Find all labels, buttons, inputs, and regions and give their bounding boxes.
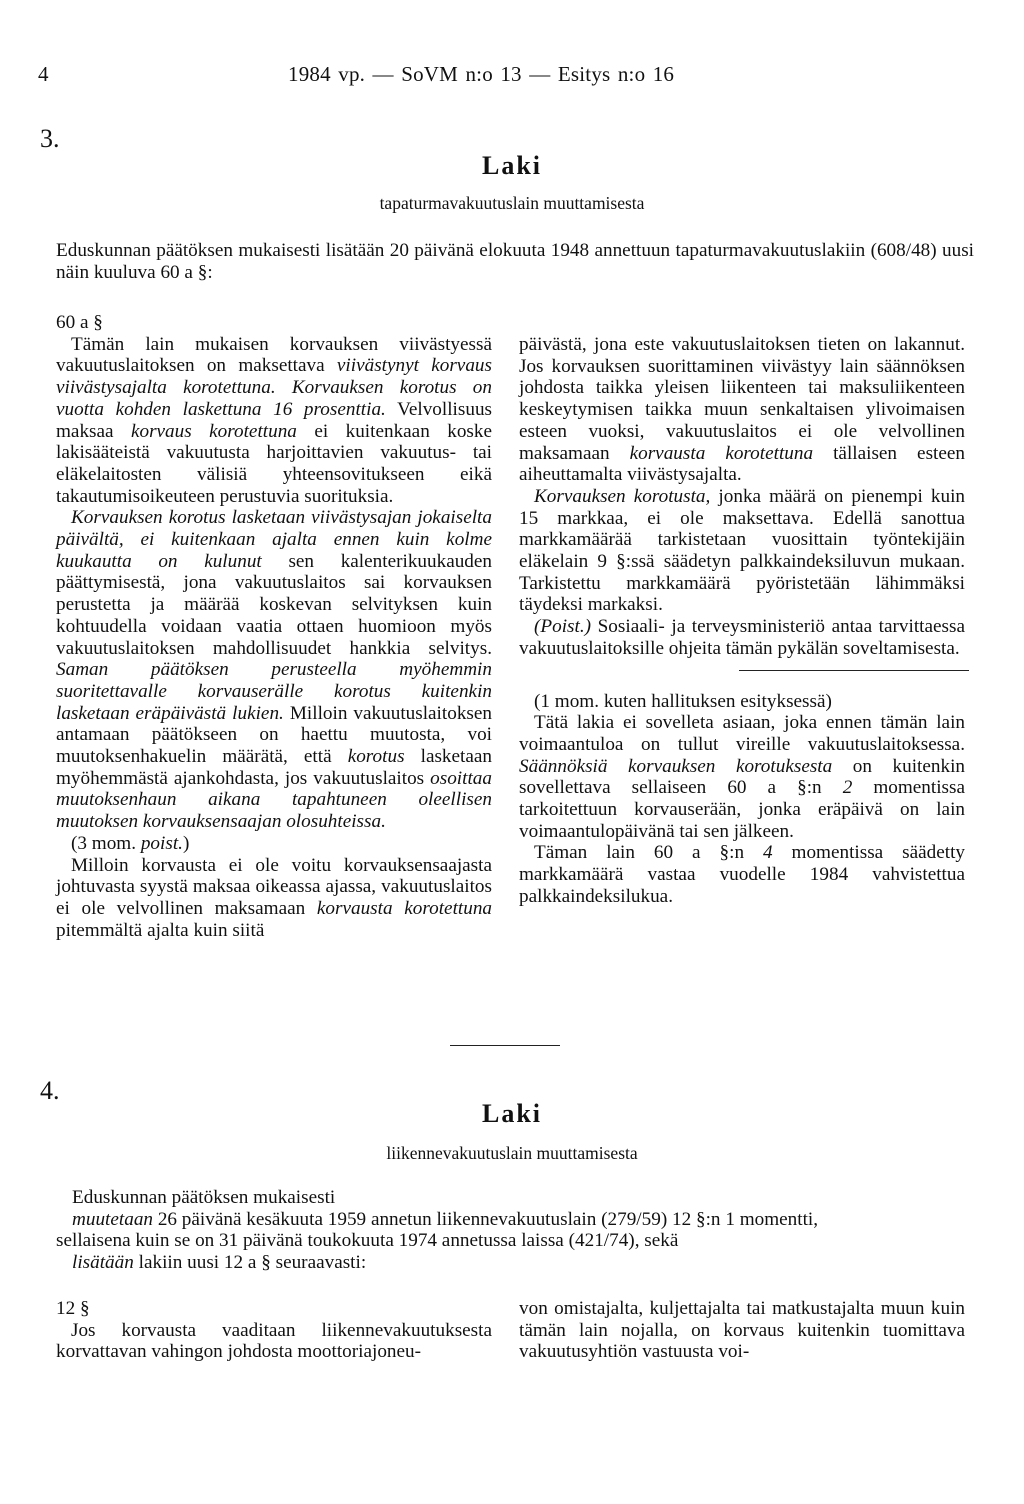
- italic-text: Säännöksiä korvauksen korotuksesta: [519, 755, 833, 777]
- right-column: [519, 334, 965, 908]
- intro-line: [56, 1252, 974, 1274]
- italic-text: 2: [842, 777, 853, 799]
- italic-text: Saman päätöksen perusteella myöhemmin suoritettavalle korvauserälle korotus kuitenkin lasketaan eräpäivästä lukien.: [56, 659, 492, 724]
- section-heading: 12 §: [56, 1298, 90, 1319]
- italic-text: Korvauksen korotusta,: [534, 485, 711, 507]
- paragraph: [56, 334, 492, 508]
- italic-text: muutetaan: [72, 1208, 154, 1230]
- text: lakiin uusi 12 a § seuraavasti:: [133, 1252, 367, 1274]
- paragraph: [519, 334, 965, 486]
- divider: [739, 670, 969, 671]
- paragraph: (1 mom. kuten hallituksen esityksessä): [534, 690, 832, 712]
- paragraph: [519, 842, 965, 907]
- text: päivästä, jona este vakuutuslaitoksen tieten on lakannut. Jos korvauksen suorittaminen viivästyy lain säännöksen johdosta taikka yleisen liikenteen tai maksuliikenteen keskeytymisen taikka muun senkaltaisen ylivoimaisen esteen vuoksi, vakuutuslaitos ei ole velvollinen maksamaan: [519, 334, 965, 464]
- paragraph: [56, 507, 492, 833]
- law-intro: [56, 1187, 974, 1274]
- section-heading: 60 a §: [56, 312, 103, 333]
- text: Tämän lain mukaisen korvauksen viivästyessä vakuutuslaitoksen on maksettava: [56, 333, 492, 377]
- law-subtitle: liikennevakuutuslain muuttamisesta: [386, 1143, 638, 1163]
- right-column: [519, 1298, 965, 1363]
- text: Sosiaali- ja terveysministeriö antaa tarvittaessa vakuutuslaitoksille ohjeita tämän pykälän soveltamisesta.: [519, 616, 965, 659]
- italic-text: poist.: [140, 832, 183, 854]
- law-subtitle: tapaturmavakuutuslain muuttamisesta: [379, 193, 645, 213]
- running-head: 1984 vp. — SoVM n:o 13 — Esitys n:o 16: [288, 62, 675, 86]
- text: Tätä lakia ei sovelleta asiaan, joka ennen tämän lain voimaantuloa on tullut vireille vakuutuslaitoksessa.: [519, 712, 965, 755]
- text: lasketaan myöhemmästä ajankohdasta, jos vakuutuslaitos: [56, 746, 492, 789]
- text: momentissa tarkoitettuun korvauserään, jonka eräpäivä on lain voimaantulopäivänä tai sen jälkeen.: [519, 777, 965, 842]
- text: momentissa säädetty markkamäärä vastaa vuodelle 1984 vahvistettua palkkaindeksilukua.: [519, 842, 965, 907]
- law-title: Laki: [481, 151, 543, 180]
- paragraph: [519, 712, 965, 842]
- paragraph: [56, 833, 492, 855]
- text: jonka määrä on pienempi kuin 15 markkaa, ei ole maksettava. Edellä sanottua markkamäärää tarkistetaan vuosittain työntekijäin eläkelain 9 §:ssä säädetyn palkkaindeksiluvun mukaan. Tarkistettu markkamäärä pyöristetään lähimmäksi täydeksi markaksi.: [519, 485, 965, 616]
- intro-line: sellaisena kuin se on 31 päivänä toukokuuta 1974 annetussa laissa (421/74), sekä: [56, 1230, 679, 1252]
- text: ei kuitenkaan koske lakisääteistä vakuutusta harjoittavien vakuutus- tai eläkelaitosten välisiä yhteensovitukseen eikä takautumisoikeuteen perustuvia suorituksia.: [56, 420, 492, 507]
- text: tällaisen esteen aiheuttamalta viivästysajalta.: [519, 442, 965, 486]
- law-intro: [56, 240, 974, 283]
- italic-text: viivästynyt korvaus viivästysajalta korotettuna. Korvauksen korotus on vuotta kohden laskettuna 16 prosenttia.: [56, 355, 492, 420]
- text: Velvollisuus maksaa: [56, 398, 493, 442]
- text: pitemmältä ajalta kuin siitä: [56, 919, 265, 941]
- text: Täman lain 60 a §:n: [534, 842, 763, 864]
- law-number: 3.: [40, 124, 60, 153]
- left-column: [56, 312, 492, 941]
- italic-text: korvausta korotettuna: [629, 442, 814, 464]
- italic-text: Korvauksen korotus lasketaan viivästysajan jokaiselta päivältä, ei kuitenkaan ajalta ennen kuin kolme kuukautta on kulunut: [56, 507, 492, 572]
- paragraph: Jos korvausta vaaditaan liikennevakuutuksesta korvattavan vahingon johdosta moottoriajoneu-: [56, 1319, 492, 1363]
- italic-text: 4: [762, 842, 773, 864]
- paragraph: [519, 616, 965, 659]
- paragraph: [519, 486, 965, 616]
- paragraph: von omistajalta, kuljettajalta tai matkustajalta muun kuin tämän lain nojalla, on korvaus kuitenkin tuomittava vakuutusyhtiön vastuusta voi-: [519, 1298, 965, 1363]
- italic-text: osoittaa muutoksenhaun aikana tapahtuneen oleellisen muutoksen korvauksensaajan olosuhteissa.: [56, 767, 492, 833]
- text: 26 päivänä kesäkuuta 1959 annetun liikennevakuutuslain (279/59) 12 §:n 1 momentti,: [153, 1208, 819, 1230]
- text: Milloin korvausta ei ole voitu korvauksensaajasta johtuvasta syystä maksaa oikeassa ajassa, vakuutuslaitos ei ole velvollinen maksamaan: [56, 854, 492, 919]
- italic-text: (Poist.): [534, 616, 592, 638]
- italic-text: lisätään: [72, 1252, 134, 1274]
- intro-line: [56, 1209, 974, 1231]
- law-number: 4.: [40, 1076, 60, 1105]
- intro-text: Eduskunnan päätöksen mukaisesti lisätään 20 päivänä elokuuta 1948 annettuun tapaturmavakuutuslakiin (608/48) uusi näin kuuluva 60 a §:: [56, 240, 974, 283]
- italic-text: korotus: [347, 746, 405, 768]
- text: ): [182, 832, 190, 854]
- paragraph: [56, 855, 492, 942]
- italic-text: korvausta korotettuna: [316, 897, 493, 919]
- text: Milloin vakuutuslaitoksen antamaan päätökseen on haettu muutosta, voi muutoksenhakuelin määrätä, että: [56, 702, 492, 768]
- text: (3 mom.: [71, 832, 141, 854]
- intro-line: Eduskunnan päätöksen mukaisesti: [72, 1187, 336, 1208]
- left-column: [56, 1298, 492, 1363]
- italic-text: korvaus korotettuna: [130, 420, 297, 442]
- text: on kuitenkin sovellettava sellaiseen 60 a §:n: [519, 755, 966, 799]
- text: sen kalenterikuukauden päättymisestä, jona vakuutuslaitos sai korvauksen perustetta ja määrää koskevan selvityksen kuin kohtuudella voidaan vaatia ottaen huomioon myös vakuutuslaitoksen mahdollisuudet hankkia selvitys.: [56, 550, 493, 659]
- page-number: 4: [38, 62, 49, 86]
- section-divider: [450, 1045, 560, 1046]
- law-title: Laki: [481, 1099, 543, 1128]
